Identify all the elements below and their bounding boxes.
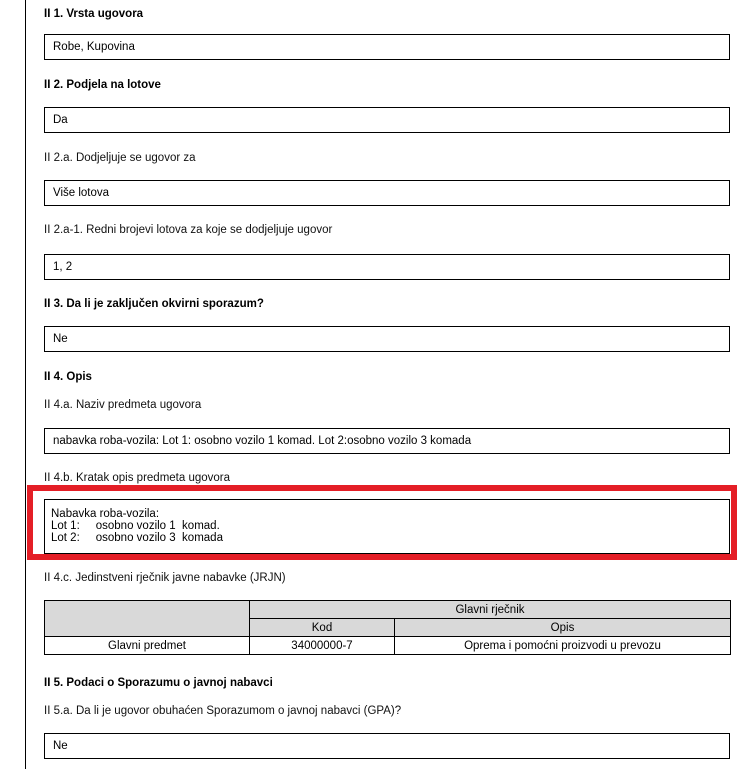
field-gpa xyxy=(44,733,730,759)
label-ii4b: II 4.b. Kratak opis predmeta ugovora xyxy=(44,472,231,484)
heading-ii3: II 3. Da li je zaključen okvirni sporazum? xyxy=(44,298,264,310)
page-left-border xyxy=(25,0,26,769)
table-header-opis: Opis xyxy=(395,619,731,637)
heading-ii1: II 1. Vrsta ugovora xyxy=(44,8,144,20)
jrjn-table xyxy=(44,600,731,655)
label-ii2a: II 2.a. Dodjeljuje se ugovor za xyxy=(44,152,196,164)
table-row xyxy=(45,637,731,655)
table-header-kod: Kod xyxy=(250,619,395,637)
heading-ii4: II 4. Opis xyxy=(44,371,92,383)
kratak-opis-line: Lot 2: osobno vozilo 3 komada xyxy=(51,532,223,544)
label-ii4a: II 4.a. Naziv predmeta ugovora xyxy=(44,399,202,411)
field-podjela-na-lotove xyxy=(44,107,730,133)
field-dodjeljuje-se-ugovor-value: Više lotova xyxy=(53,187,110,199)
label-ii4c: II 4.c. Jedinstveni rječnik javne nabavke (JRJN) xyxy=(44,572,286,584)
heading-ii5: II 5. Podaci o Sporazumu o javnoj nabavci xyxy=(44,677,273,689)
field-redni-brojevi-lotova xyxy=(44,254,730,280)
table-row-label: Glavni predmet xyxy=(45,637,250,655)
label-ii5a: II 5.a. Da li je ugovor obuhaćen Sporazumom o javnoj nabavci (GPA)? xyxy=(44,705,402,717)
table-row xyxy=(45,601,731,619)
table-cell-opis: Oprema i pomoćni proizvodi u prevozu xyxy=(395,637,731,655)
field-vrsta-ugovora xyxy=(44,34,730,60)
table-cell-kod: 34000000-7 xyxy=(250,637,395,655)
kratak-opis-line: Lot 1: osobno vozilo 1 komad. xyxy=(51,520,220,532)
field-dodjeljuje-se-ugovor xyxy=(44,180,730,206)
table-group-header: Glavni rječnik xyxy=(250,601,731,619)
field-naziv-predmeta-value: nabavka roba-vozila: Lot 1: osobno vozilo 1 komad. Lot 2:osobno vozilo 3 komada xyxy=(53,435,472,447)
kratak-opis-line: Nabavka roba-vozila: xyxy=(51,508,160,520)
field-vrsta-ugovora-value: Robe, Kupovina xyxy=(53,41,135,53)
field-redni-brojevi-lotova-value: 1, 2 xyxy=(53,261,73,273)
field-podjela-na-lotove-value: Da xyxy=(53,114,68,126)
heading-ii2: II 2. Podjela na lotove xyxy=(44,79,161,91)
field-gpa-value: Ne xyxy=(53,740,68,752)
label-ii2a1: II 2.a-1. Redni brojevi lotova za koje se dodjeljuje ugovor xyxy=(44,224,333,236)
field-naziv-predmeta xyxy=(44,428,730,454)
table-corner-cell xyxy=(45,601,250,637)
field-okvirni-sporazum-value: Ne xyxy=(53,333,68,345)
field-okvirni-sporazum xyxy=(44,326,730,352)
field-kratak-opis xyxy=(44,499,730,554)
